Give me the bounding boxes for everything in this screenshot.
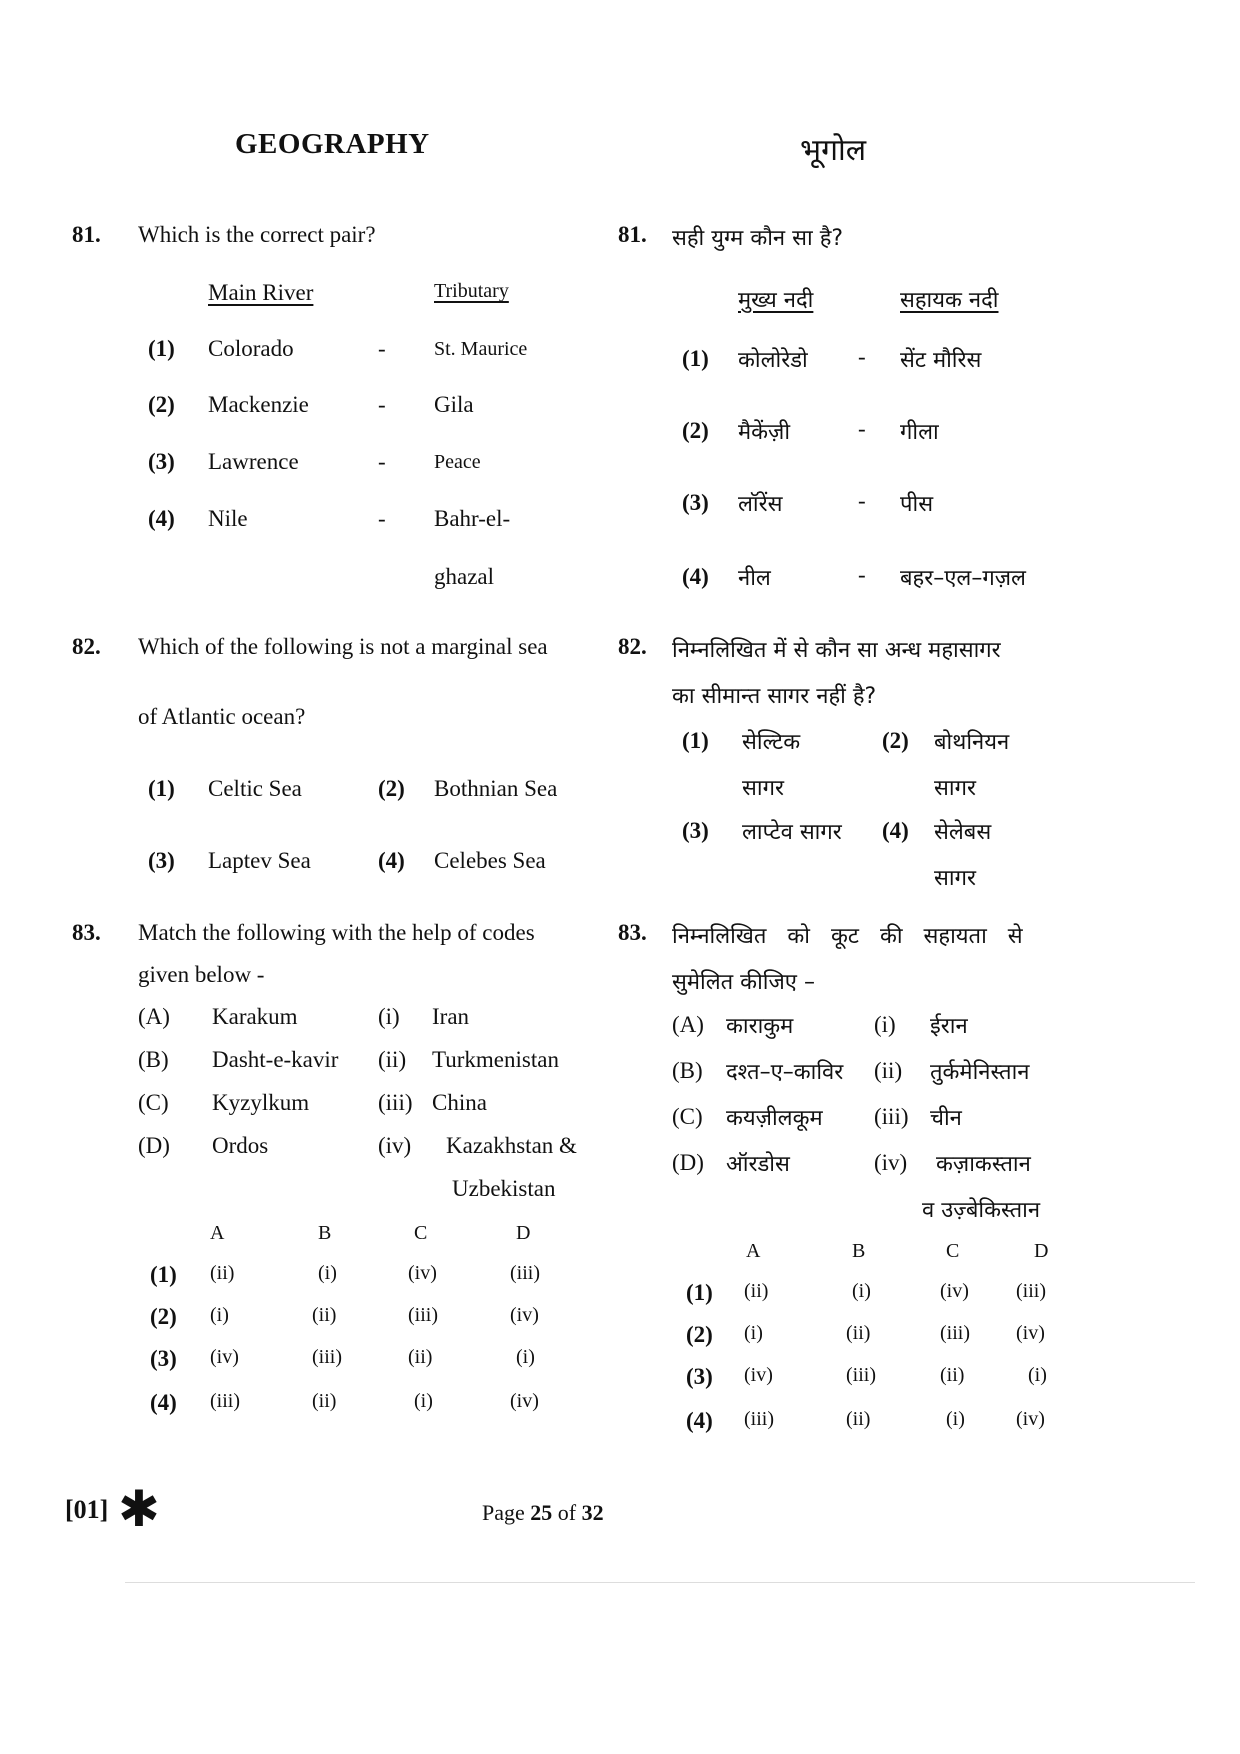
question-number: 82. <box>72 634 101 659</box>
question-text-line2: given below - <box>138 962 265 987</box>
option-number: (1) <box>682 728 709 753</box>
code-value: (i) <box>516 1346 535 1368</box>
code-column-header: C <box>946 1240 960 1262</box>
country-name-hindi: कज़ाकस्तान <box>936 1152 1031 1177</box>
tributary-name-hindi: सेंट मौरिस <box>900 348 982 373</box>
page-title-hindi: भूगोल <box>800 133 867 168</box>
code-column-header: B <box>852 1240 866 1262</box>
country-name-hindi-continued: व उज़्बेकिस्तान <box>922 1198 1041 1223</box>
match-roman: (i) <box>874 1012 896 1037</box>
code-value: (ii) <box>744 1280 769 1302</box>
option-number: (3) <box>682 818 709 843</box>
option-text: Celebes Sea <box>434 848 546 873</box>
code-row-number: (3) <box>686 1364 713 1389</box>
code-value: (iii) <box>846 1364 876 1386</box>
option-text-hindi-continued: सागर <box>934 866 976 891</box>
match-roman: (iv) <box>874 1150 908 1175</box>
code-value: (iv) <box>1016 1408 1045 1430</box>
page-number: 25 <box>530 1500 553 1525</box>
option-number: (1) <box>148 336 175 361</box>
booklet-code: [01] <box>65 1495 109 1524</box>
code-value: (i) <box>744 1322 763 1344</box>
page-total: 32 <box>581 1500 604 1525</box>
option-text-hindi: सेल्टिक <box>742 730 801 755</box>
code-value: (i) <box>210 1304 229 1326</box>
option-text: Celtic Sea <box>208 776 302 801</box>
footer-divider <box>125 1582 1195 1583</box>
column-header-tributary: Tributary <box>434 280 509 302</box>
column-header-main-river-hindi: मुख्य नदी <box>738 288 814 313</box>
river-name: Lawrence <box>208 449 299 474</box>
option-number: (2) <box>148 392 175 417</box>
dash: - <box>858 562 866 587</box>
code-value: (iv) <box>1016 1322 1045 1344</box>
question-number: 82. <box>618 634 647 659</box>
country-name-hindi: ईरान <box>930 1014 968 1039</box>
option-number: (2) <box>378 776 405 801</box>
desert-name: Karakum <box>212 1004 298 1029</box>
option-number: (3) <box>682 490 709 515</box>
option-number: (4) <box>882 818 909 843</box>
option-number: (2) <box>882 728 909 753</box>
code-row-number: (2) <box>686 1322 713 1347</box>
desert-name-hindi: काराकुम <box>726 1014 794 1039</box>
code-value: (ii) <box>846 1408 871 1430</box>
option-number: (4) <box>378 848 405 873</box>
page-title-english: GEOGRAPHY <box>235 128 430 160</box>
match-roman: (ii) <box>378 1047 407 1072</box>
option-text: Bothnian Sea <box>434 776 558 801</box>
question-text-hindi-line2: का सीमान्त सागर नहीं है? <box>672 684 877 709</box>
desert-name-hindi: दश्त–ए–काविर <box>726 1060 844 1085</box>
code-value: (iii) <box>312 1346 342 1368</box>
code-value: (iv) <box>510 1304 539 1326</box>
question-text-line1: Match the following with the help of codes <box>138 920 535 945</box>
code-value: (iii) <box>744 1408 774 1430</box>
river-name-hindi: नील <box>738 566 771 591</box>
code-value: (iii) <box>210 1390 240 1412</box>
code-value: (ii) <box>210 1262 235 1284</box>
country-name-hindi: तुर्कमेनिस्तान <box>930 1060 1030 1085</box>
tributary-name: Bahr-el- <box>434 506 511 531</box>
question-number: 81. <box>72 222 101 247</box>
question-text: Which is the correct pair? <box>138 222 376 247</box>
river-name-hindi: लॉरेंस <box>738 492 783 517</box>
country-name-continued: Uzbekistan <box>452 1176 556 1201</box>
code-value: (iii) <box>940 1322 970 1344</box>
question-text-hindi-line1: निम्नलिखित को कूट की सहायता से <box>672 924 1023 949</box>
code-row-number: (3) <box>150 1346 177 1371</box>
tributary-name: Gila <box>434 392 474 417</box>
code-value: (i) <box>414 1390 433 1412</box>
dash: - <box>378 449 386 474</box>
tributary-name: Peace <box>434 451 481 473</box>
question-text-line1: Which of the following is not a marginal sea <box>138 634 548 659</box>
code-row-number: (1) <box>686 1280 713 1305</box>
match-roman: (ii) <box>874 1058 903 1083</box>
option-text: Laptev Sea <box>208 848 311 873</box>
page-indicator <box>482 1500 604 1526</box>
option-number: (3) <box>148 848 175 873</box>
option-number: (3) <box>148 449 175 474</box>
code-column-header: A <box>210 1222 225 1244</box>
asterisk-icon: ✱ <box>118 1480 160 1538</box>
match-roman: (iii) <box>874 1104 909 1129</box>
dash: - <box>378 392 386 417</box>
dash: - <box>858 344 866 369</box>
tributary-name-hindi: गीला <box>900 420 939 445</box>
river-name: Colorado <box>208 336 294 361</box>
dash: - <box>378 336 386 361</box>
tributary-name-hindi: पीस <box>900 492 934 517</box>
tributary-name-continued: ghazal <box>434 564 495 589</box>
code-value: (iv) <box>408 1262 437 1284</box>
option-text-hindi-continued: सागर <box>742 776 784 801</box>
option-number: (4) <box>682 564 709 589</box>
code-value: (iv) <box>940 1280 969 1302</box>
country-name: China <box>432 1090 487 1115</box>
option-text-hindi-continued: सागर <box>934 776 976 801</box>
code-value: (i) <box>946 1408 965 1430</box>
desert-name: Ordos <box>212 1133 269 1158</box>
question-text-line2: of Atlantic ocean? <box>138 704 306 729</box>
code-value: (ii) <box>846 1322 871 1344</box>
tributary-name-hindi: बहर–एल–गज़ल <box>900 566 1026 591</box>
column-header-tributary-hindi: सहायक नदी <box>900 288 999 313</box>
code-value: (i) <box>852 1280 871 1302</box>
river-name: Mackenzie <box>208 392 309 417</box>
match-label: (B) <box>672 1058 703 1083</box>
code-column-header: D <box>516 1222 531 1244</box>
match-label: (C) <box>672 1104 703 1129</box>
code-column-header: B <box>318 1222 332 1244</box>
river-name-hindi: कोलोरेडो <box>738 348 808 373</box>
question-text-hindi-line2: सुमेलित कीजिए – <box>672 970 815 995</box>
river-name-hindi: मैकेंज़ी <box>738 420 791 445</box>
option-number: (1) <box>682 346 709 371</box>
code-column-header: D <box>1034 1240 1049 1262</box>
code-row-number: (4) <box>686 1408 713 1433</box>
page-word: Page <box>482 1500 525 1525</box>
question-number: 83. <box>72 920 101 945</box>
code-value: (iv) <box>744 1364 773 1386</box>
option-text-hindi: सेलेबस <box>934 820 992 845</box>
river-name: Nile <box>208 506 248 531</box>
code-value: (iii) <box>510 1262 540 1284</box>
match-label: (C) <box>138 1090 169 1115</box>
desert-name-hindi: ऑरडोस <box>726 1152 790 1177</box>
column-header-main-river: Main River <box>208 280 314 305</box>
code-value: (ii) <box>408 1346 433 1368</box>
code-value: (iv) <box>510 1390 539 1412</box>
code-column-header: C <box>414 1222 428 1244</box>
desert-name: Kyzylkum <box>212 1090 310 1115</box>
question-text-hindi: सही युग्म कौन सा है? <box>672 226 844 251</box>
code-row-number: (2) <box>150 1304 177 1329</box>
country-name: Iran <box>432 1004 470 1029</box>
option-number: (1) <box>148 776 175 801</box>
match-roman: (iii) <box>378 1090 413 1115</box>
code-row-number: (1) <box>150 1262 177 1287</box>
option-text-hindi: बोथनियन <box>934 730 1010 755</box>
country-name-hindi: चीन <box>930 1106 962 1131</box>
match-label: (A) <box>672 1012 704 1037</box>
code-value: (ii) <box>312 1390 337 1412</box>
dash: - <box>378 506 386 531</box>
code-value: (i) <box>1028 1364 1047 1386</box>
match-label: (D) <box>138 1133 170 1158</box>
option-text-hindi: लाप्टेव सागर <box>742 820 842 845</box>
tributary-name: St. Maurice <box>434 338 528 360</box>
question-number: 81. <box>618 222 647 247</box>
desert-name-hindi: कयज़ीलकूम <box>726 1106 823 1131</box>
match-label: (D) <box>672 1150 704 1175</box>
country-name: Turkmenistan <box>432 1047 559 1072</box>
code-value: (iv) <box>210 1346 239 1368</box>
of-word: of <box>557 1500 577 1525</box>
code-value: (ii) <box>940 1364 965 1386</box>
match-roman: (iv) <box>378 1133 412 1158</box>
desert-name: Dasht-e-kavir <box>212 1047 339 1072</box>
match-label: (A) <box>138 1004 170 1029</box>
option-number: (4) <box>148 506 175 531</box>
code-row-number: (4) <box>150 1390 177 1415</box>
code-value: (ii) <box>312 1304 337 1326</box>
country-name: Kazakhstan & <box>446 1133 577 1158</box>
match-label: (B) <box>138 1047 169 1072</box>
question-number: 83. <box>618 920 647 945</box>
question-text-hindi-line1: निम्नलिखित में से कौन सा अन्ध महासागर <box>672 638 1001 663</box>
dash: - <box>858 488 866 513</box>
code-column-header: A <box>746 1240 761 1262</box>
code-value: (iii) <box>408 1304 438 1326</box>
option-number: (2) <box>682 418 709 443</box>
match-roman: (i) <box>378 1004 400 1029</box>
dash: - <box>858 416 866 441</box>
code-value: (i) <box>318 1262 337 1284</box>
code-value: (iii) <box>1016 1280 1046 1302</box>
